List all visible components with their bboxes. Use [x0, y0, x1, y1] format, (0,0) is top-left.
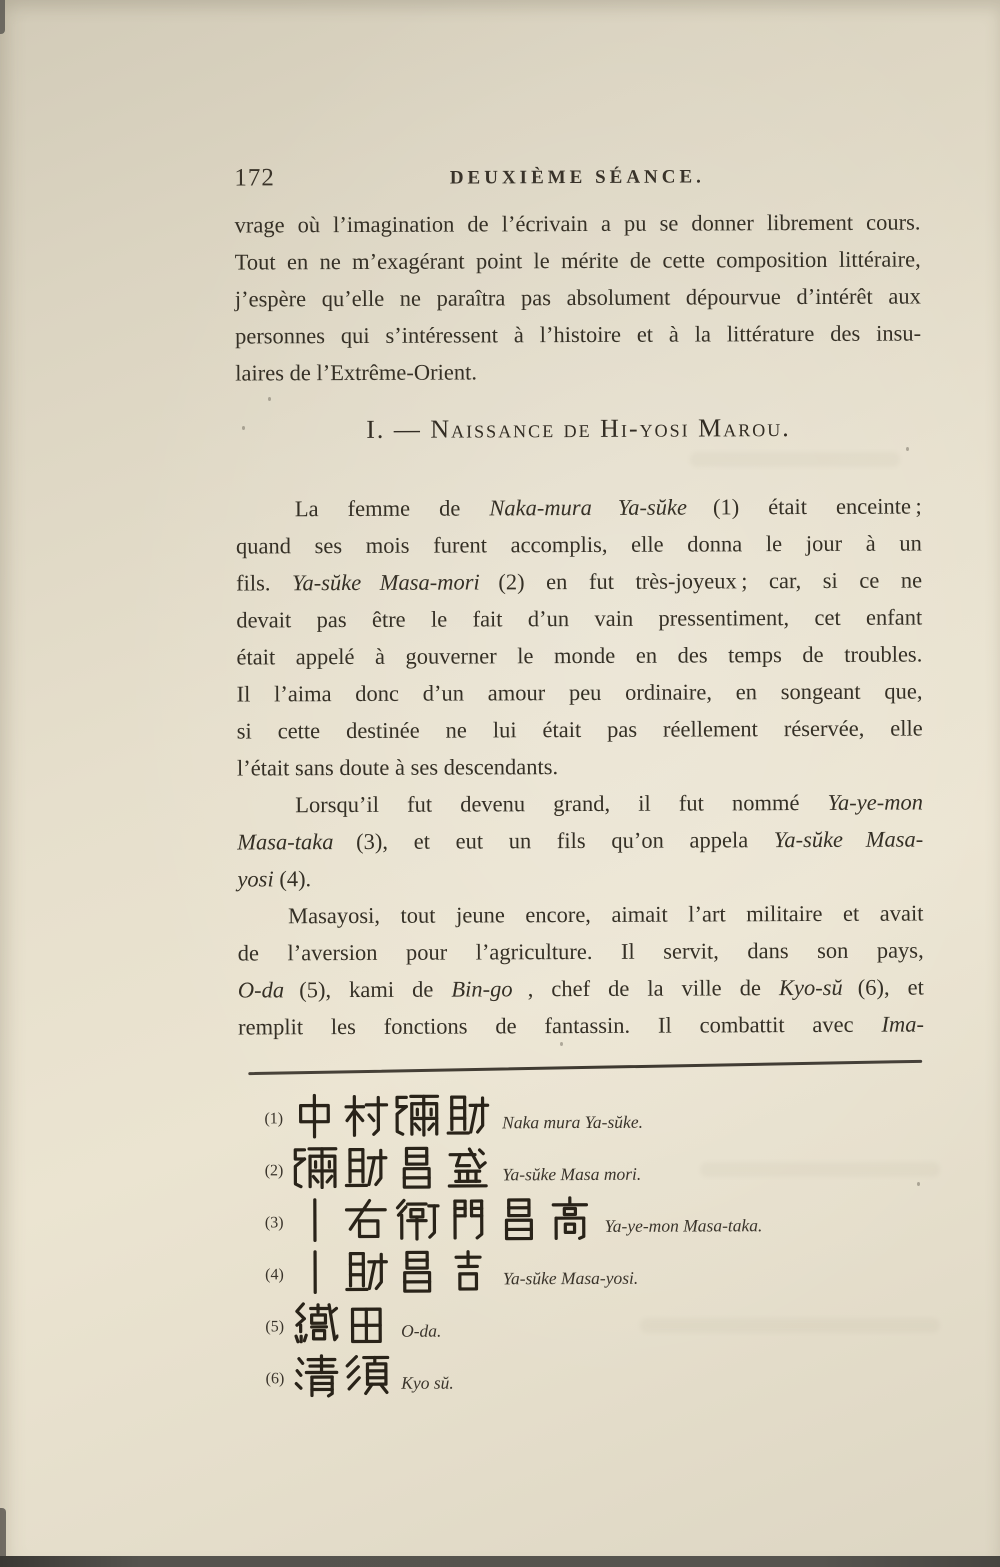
word: remplit: [238, 1014, 304, 1040]
footnote-number: (6): [265, 1370, 285, 1388]
paragraph-indent: [237, 897, 267, 934]
kanji-glyph-門: [444, 1196, 490, 1242]
word: pour: [405, 939, 448, 965]
word: aux: [888, 283, 921, 309]
romanized-name: Ya-sŭke: [773, 826, 844, 853]
word: servit,: [663, 938, 719, 964]
word: qui: [340, 322, 370, 349]
romanized-name: Masa-taka: [237, 829, 334, 855]
footnote-number: (4): [265, 1266, 284, 1284]
word: devait: [236, 607, 292, 633]
text-line: [236, 562, 922, 602]
word: des: [677, 642, 708, 668]
text-line: [237, 895, 923, 935]
word: mérite: [561, 247, 619, 274]
word: paraîtra: [436, 285, 506, 311]
word: ses: [314, 533, 343, 559]
kanji-glyph-丨: [291, 1197, 337, 1243]
word: si: [822, 567, 838, 593]
word: en: [286, 249, 309, 275]
kanji-glyph-中: [291, 1093, 337, 1139]
text-run: l’était sans doute à ses descendants.: [236, 754, 559, 781]
word: ville: [681, 975, 722, 1001]
footnote-kanji-group: [291, 1092, 490, 1139]
word: ,: [527, 976, 534, 1002]
word: jeune: [456, 902, 505, 928]
section-heading: I. — Naissance de Hi-yosi Marou.: [366, 413, 791, 444]
paragraph: [237, 784, 923, 898]
word: ne: [319, 249, 341, 275]
text-line: [237, 710, 923, 750]
word: Lorsqu’il: [295, 791, 380, 818]
kanji-glyph-清: [292, 1353, 338, 1399]
footnotes-block: [264, 1091, 763, 1405]
word: fils: [556, 827, 586, 854]
word: en: [546, 569, 568, 595]
word: pressentiment,: [658, 605, 790, 631]
word: fantassin.: [544, 1012, 631, 1039]
text-run: laires de l’Extrême-Orient.: [235, 359, 478, 386]
word: encore,: [525, 901, 591, 928]
word: ce: [859, 567, 880, 593]
word: un: [899, 530, 922, 556]
scan-edge-bottom-left: [0, 1508, 6, 1556]
word: s’intéressent: [385, 322, 499, 348]
paper-speck: [560, 1042, 563, 1046]
word: en: [635, 642, 658, 668]
word: temps: [728, 642, 782, 668]
word: composition: [716, 246, 828, 273]
word: était: [768, 494, 808, 520]
word: insu-: [875, 320, 922, 346]
kanji-glyph-吉: [445, 1248, 491, 1294]
word: un: [508, 828, 532, 854]
footnote-kanji-group: [291, 1144, 490, 1191]
word: songeant: [780, 678, 861, 705]
word: appela: [689, 827, 749, 853]
text-line: [237, 784, 923, 824]
word: (6),: [857, 974, 890, 1000]
word: quand: [235, 533, 292, 559]
word: fils.: [236, 570, 271, 596]
word: point: [475, 248, 523, 274]
word: était: [542, 716, 582, 743]
word: si: [236, 718, 252, 744]
text-line: [238, 932, 924, 972]
footnote-rule: [248, 1060, 922, 1075]
footnote-romanization: Kyo sŭ.: [401, 1372, 454, 1393]
footnote-romanization: O-da.: [400, 1320, 442, 1341]
paragraph: [237, 895, 924, 1046]
word: le: [517, 643, 534, 669]
word: donner: [691, 210, 754, 236]
word: à: [513, 322, 524, 348]
romanized-name: Bin-go: [451, 976, 513, 1002]
paper-speck: [906, 447, 909, 451]
word: de: [467, 211, 489, 237]
word: enceinte ;: [835, 493, 922, 519]
word: aimait: [611, 901, 668, 927]
text-line: [236, 525, 922, 565]
word: ne: [900, 567, 923, 593]
kanji-glyph-高: [546, 1196, 592, 1242]
word: de: [495, 1013, 517, 1039]
word: La: [294, 496, 319, 522]
footnote-romanization: Ya-ye-mon Masa-taka.: [604, 1215, 763, 1236]
word: l’histoire: [539, 321, 621, 348]
text-line: [236, 488, 922, 528]
word: Tout: [234, 249, 276, 275]
romanized-name: Kyo-sŭ: [778, 974, 843, 1001]
word: des: [830, 320, 861, 346]
text-line: [236, 636, 922, 676]
word: de: [438, 495, 461, 521]
kanji-glyph-助: [444, 1092, 490, 1138]
word: avec: [812, 1011, 854, 1037]
paragraph: [236, 488, 923, 787]
word: elle: [631, 531, 664, 557]
footnote-number: (1): [264, 1110, 284, 1128]
word: très-joyeux ;: [635, 568, 748, 594]
word: cours.: [866, 209, 921, 235]
word: cette: [662, 247, 705, 273]
ink-bleedthrough: [640, 1318, 940, 1333]
word: troubles.: [844, 641, 923, 667]
word: le: [765, 531, 783, 557]
word: pays,: [876, 937, 924, 963]
kanji-glyph-彌: [291, 1145, 337, 1191]
kanji-glyph-彌: [393, 1093, 439, 1139]
word: l’imagination: [333, 211, 455, 238]
word: destinée: [345, 717, 420, 744]
word: appelé: [295, 643, 355, 670]
word: dans: [747, 938, 789, 964]
text-run: (4).: [273, 866, 312, 892]
word: l’écrivain: [501, 210, 588, 237]
word: grand,: [553, 790, 611, 817]
word: ne: [445, 717, 467, 743]
word: librement: [766, 209, 854, 236]
kanji-glyph-丨: [292, 1249, 338, 1295]
text-line: [238, 969, 924, 1009]
word: fut: [407, 791, 433, 817]
footnote-kanji-group: [291, 1196, 592, 1243]
word: ordinaire,: [625, 679, 713, 705]
footnote-row: [265, 1351, 763, 1399]
word: lui: [492, 717, 517, 743]
word: d’intérêt: [796, 283, 873, 310]
word: Il: [236, 681, 251, 707]
word: Il: [620, 938, 635, 964]
word: la: [647, 975, 664, 1001]
paragraphs-body: [236, 488, 924, 1046]
footnote-romanization: Naka mura Ya-sŭke.: [502, 1111, 643, 1133]
word: fait: [472, 606, 503, 632]
word: tout: [400, 902, 436, 928]
word: où: [297, 212, 321, 238]
footnote-row: [265, 1143, 763, 1191]
kanji-glyph-須: [343, 1353, 389, 1399]
word: cette: [277, 718, 321, 744]
word: ne: [399, 285, 422, 311]
word: absolument: [566, 284, 671, 311]
word: (1): [712, 494, 740, 520]
word: cet: [814, 604, 841, 630]
word: d’un: [422, 680, 465, 706]
footnote-row: [265, 1195, 763, 1243]
text-line: [235, 278, 921, 318]
footnote-kanji-group: [292, 1353, 389, 1399]
word: eut: [455, 828, 484, 854]
word: vrage: [234, 212, 285, 238]
word: était: [236, 644, 276, 670]
paragraph-indent: [236, 490, 266, 527]
footnote-romanization: Ya-sŭke Masa-yosi.: [502, 1267, 639, 1289]
word: kami: [349, 976, 395, 1003]
running-title: DEUXIÈME SÉANCE.: [449, 166, 705, 189]
text-line: [234, 204, 920, 244]
text-line: [237, 858, 923, 898]
word: de: [237, 940, 260, 966]
word: peu: [568, 679, 602, 706]
paragraph-indent: [237, 786, 267, 823]
word: devenu: [460, 791, 526, 817]
word: les: [330, 1013, 356, 1040]
word: nommé: [731, 790, 800, 816]
word: qu’on: [611, 827, 664, 853]
page-number: 172: [234, 164, 275, 192]
word: l’art: [688, 901, 726, 927]
romanized-name: Ya-sŭke: [292, 569, 362, 596]
word: de: [802, 641, 824, 668]
word: qu’elle: [321, 285, 385, 312]
kanji-glyph-織: [292, 1301, 338, 1347]
ink-bleedthrough: [690, 452, 900, 467]
word: le: [430, 606, 448, 632]
word: chef: [551, 975, 591, 1002]
word: monde: [553, 642, 616, 669]
footnote-number: (3): [264, 1214, 284, 1232]
word: militaire: [746, 900, 823, 927]
word: enfant: [865, 604, 923, 630]
word: jour: [805, 530, 843, 557]
kanji-glyph-昌: [394, 1249, 440, 1295]
word: (5),: [299, 977, 332, 1003]
word: fut: [588, 568, 614, 594]
word: donc: [355, 680, 400, 706]
kanji-glyph-右: [342, 1197, 388, 1243]
word: et: [636, 321, 654, 347]
romanized-name: Ya-ye-mon: [827, 789, 924, 815]
word: donna: [687, 531, 743, 557]
word: (2): [498, 569, 525, 595]
kanji-glyph-衛: [393, 1197, 439, 1243]
text-line: [238, 1006, 924, 1046]
word: car,: [768, 568, 802, 594]
footnote-kanji-group: [292, 1248, 491, 1295]
word: furent: [433, 532, 487, 558]
word: que,: [884, 678, 923, 704]
word: femme: [347, 495, 411, 522]
text-line: [235, 241, 921, 281]
text-line: [236, 599, 922, 639]
word: personnes: [234, 323, 326, 349]
word: la: [694, 321, 712, 347]
romanized-name: Masa-mori: [379, 569, 480, 595]
text-line: [237, 821, 923, 861]
word: être: [371, 606, 406, 632]
text-line: [237, 747, 923, 787]
word: il: [638, 790, 651, 816]
word: gouverner: [405, 643, 497, 669]
word: réellement: [662, 716, 758, 742]
kanji-glyph-村: [342, 1093, 388, 1139]
word: pas: [316, 607, 347, 633]
text-line: [235, 352, 921, 392]
romanized-name: Masa-: [865, 826, 924, 852]
word: réservée,: [783, 715, 865, 742]
word: amour: [487, 680, 546, 706]
kanji-glyph-昌: [495, 1196, 541, 1242]
footnote-number: (2): [264, 1162, 284, 1180]
word: mois: [365, 532, 410, 558]
word: Il: [657, 1012, 672, 1038]
romanized-name: O-da: [237, 977, 285, 1003]
kanji-glyph-昌: [393, 1145, 439, 1191]
word: littéraire,: [838, 246, 921, 272]
word: avait: [879, 900, 924, 926]
word: Masayosi,: [288, 902, 381, 929]
word: l’aima: [274, 681, 332, 707]
paragraph-intro: [234, 204, 921, 392]
word: m’exagérant: [352, 248, 465, 274]
word: en: [735, 679, 757, 705]
word: de: [629, 247, 652, 273]
romanized-name: Ya-sŭke: [617, 494, 688, 520]
kanji-glyph-田: [343, 1301, 389, 1347]
word: fut: [678, 790, 704, 816]
paper-speck: [268, 397, 271, 401]
ink-bleedthrough: [700, 1162, 940, 1177]
word: de: [608, 975, 630, 1001]
scan-edge-top-left: [0, 0, 5, 34]
footnote-romanization: Ya-sŭke Masa mori.: [502, 1163, 642, 1185]
kanji-glyph-盛: [444, 1144, 490, 1190]
text-line: [237, 673, 923, 713]
word: vain: [594, 605, 634, 631]
paper-speck: [242, 426, 245, 430]
scan-edge-bottom: [0, 1556, 1000, 1567]
word: pas: [607, 716, 638, 742]
footnote-number: (5): [265, 1318, 285, 1336]
word: et: [413, 828, 430, 854]
word: à: [668, 321, 679, 347]
word: dépourvue: [685, 284, 781, 310]
footnote-kanji-group: [292, 1301, 389, 1347]
footnote-row: [265, 1247, 763, 1295]
word: à: [865, 530, 876, 556]
romanized-name: Naka-mura: [489, 494, 592, 521]
word: pu: [623, 210, 647, 236]
word: de: [739, 975, 761, 1001]
word: l’agriculture.: [475, 938, 593, 965]
word: fonctions: [383, 1013, 468, 1039]
word: combattit: [699, 1012, 785, 1038]
word: elle: [890, 715, 923, 741]
word: à: [374, 643, 386, 669]
text-line: [235, 315, 921, 355]
word: j’espère: [234, 286, 307, 312]
word: se: [659, 210, 679, 236]
word: de: [412, 976, 434, 1002]
kanji-glyph-助: [342, 1145, 388, 1191]
word: le: [533, 248, 550, 274]
word: accomplis,: [510, 531, 608, 558]
word: et: [842, 900, 860, 926]
paper-speck: [917, 1182, 920, 1186]
word: d’un: [527, 606, 570, 632]
kanji-glyph-助: [343, 1249, 389, 1295]
romanized-name: Ima-: [881, 1011, 925, 1037]
word: pas: [520, 285, 551, 311]
word: l’aversion: [287, 939, 378, 966]
word: son: [816, 937, 849, 963]
footnote-row: [264, 1091, 762, 1139]
word: (3),: [356, 828, 389, 854]
word: littérature: [726, 320, 815, 347]
word: a: [600, 210, 612, 236]
word: et: [907, 974, 924, 1000]
romanized-name: yosi: [237, 866, 274, 892]
